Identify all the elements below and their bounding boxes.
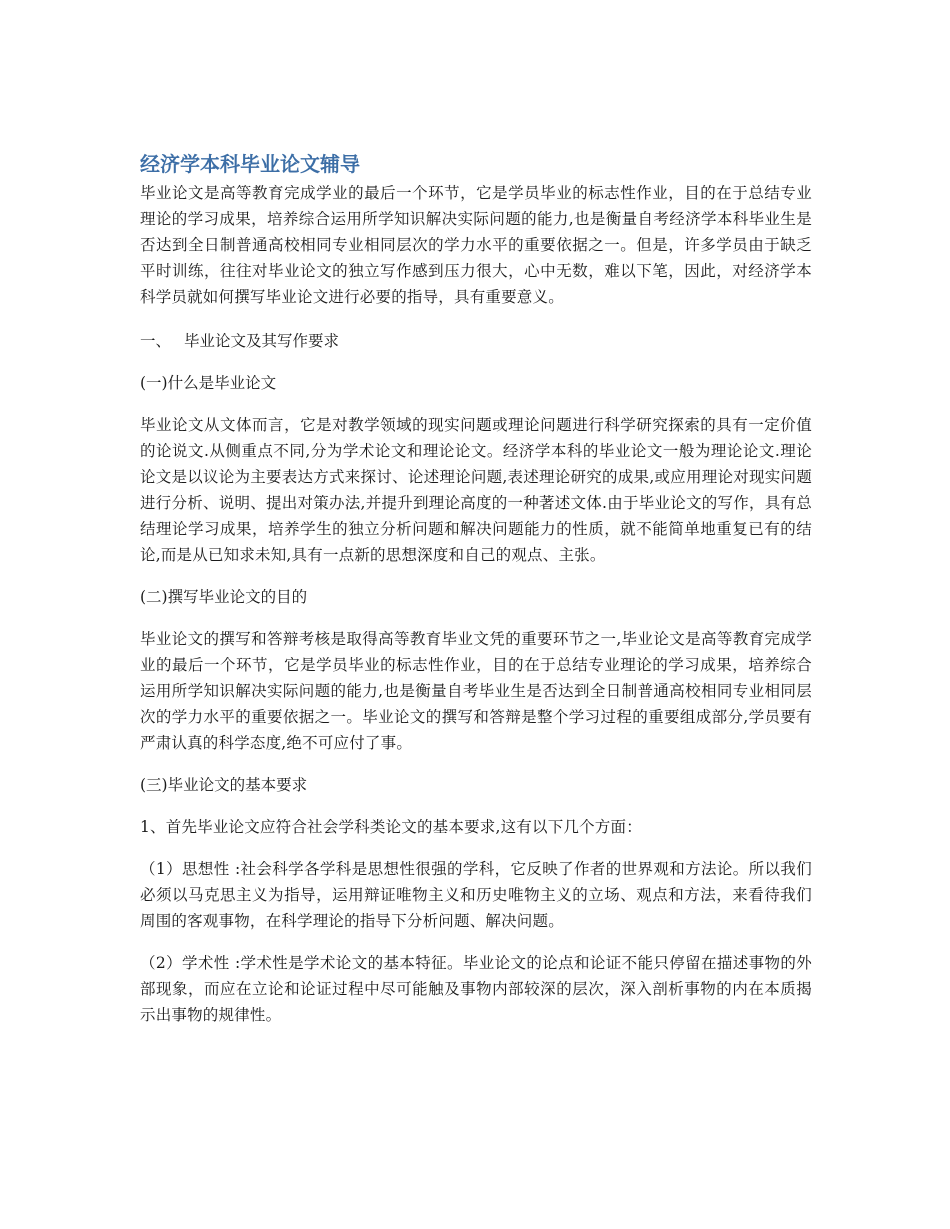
requirement-point-1: 1、首先毕业论文应符合社会学科类论文的基本要求,这有以下几个方面： [140,818,642,836]
section-heading-1 [140,328,812,354]
document-page [140,148,812,1028]
intro-paragraph: 毕业论文是高等教育完成学业的最后一个环节，它是学员毕业的标志性作业，目的在于总结专业理论的学习成果，培养综合运用所学知识解决实际问题的能力,也是衡量自考经济学本科毕业生是否达到全日制普通高校相同专业相同层次的学力水平的重要依据之一。但是，许多学员由于缺乏平时训练，往往对毕业论文的独立写作感到压力很大，心中无数，难以下笔，因此，对经济学本科学员就如何撰写毕业论文进行必要的指导，具有重要意义。 [140,184,812,306]
subsection-heading-2: (二)撰写毕业论文的目的 [140,588,308,606]
document-title: 经济学本科毕业论文辅导 [140,152,360,176]
requirement-item-2: （2）学术性 :学术性是学术论文的基本特征。毕业论文的论点和论证不能只停留在描述事物的外部现象，而应在立论和论证过程中尽可能触及事物内部较深的层次，深入剖析事物的内在本质揭示出事物的规律性。 [140,954,812,1024]
subsection-heading-1: (一)什么是毕业论文 [140,374,277,392]
subsection-body-1: 毕业论文从文体而言，它是对教学领域的现实问题或理论问题进行科学研究探索的具有一定价值的论说文.从侧重点不同,分为学术论文和理论论文。经济学本科的毕业论文一般为理论论文.理论论文是以议论为主要表达方式来探讨、论述理论问题,表述理论研究的成果,或应用理论对现实问题进行分析、说明、提出对策办法,并提升到理论高度的一种著述文体.由于毕业论文的写作，具有总结理论学习成果，培养学生的独立分析问题和解决问题能力的性质，就不能简单地重复已有的结论,而是从已知求未知,具有一点新的思想深度和自己的观点、主张。 [140,416,812,564]
subsection-body-2: 毕业论文的撰写和答辩考核是取得高等教育毕业文凭的重要环节之一,毕业论文是高等教育完成学业的最后一个环节，它是学员毕业的标志性作业，目的在于总结专业理论的学习成果，培养综合运用所学知识解决实际问题的能力,也是衡量自考毕业生是否达到全日制普通高校相同专业相同层次的学力水平的重要依据之一。毕业论文的撰写和答辩是整个学习过程的重要组成部分,学员要有严肃认真的科学态度,绝不可应付了事。 [140,630,812,752]
section-heading-text: 毕业论文及其写作要求 [184,332,340,350]
subsection-heading-3: (三)毕业论文的基本要求 [140,776,308,794]
requirement-item-1: （1）思想性 :社会科学各学科是思想性很强的学科，它反映了作者的世界观和方法论。所以我们必须以马克思主义为指导，运用辩证唯物主义和历史唯物主义的立场、观点和方法，来看待我们周围的客观事物，在科学理论的指导下分析问题、解决问题。 [140,860,812,930]
section-number: 一、 [140,332,172,350]
